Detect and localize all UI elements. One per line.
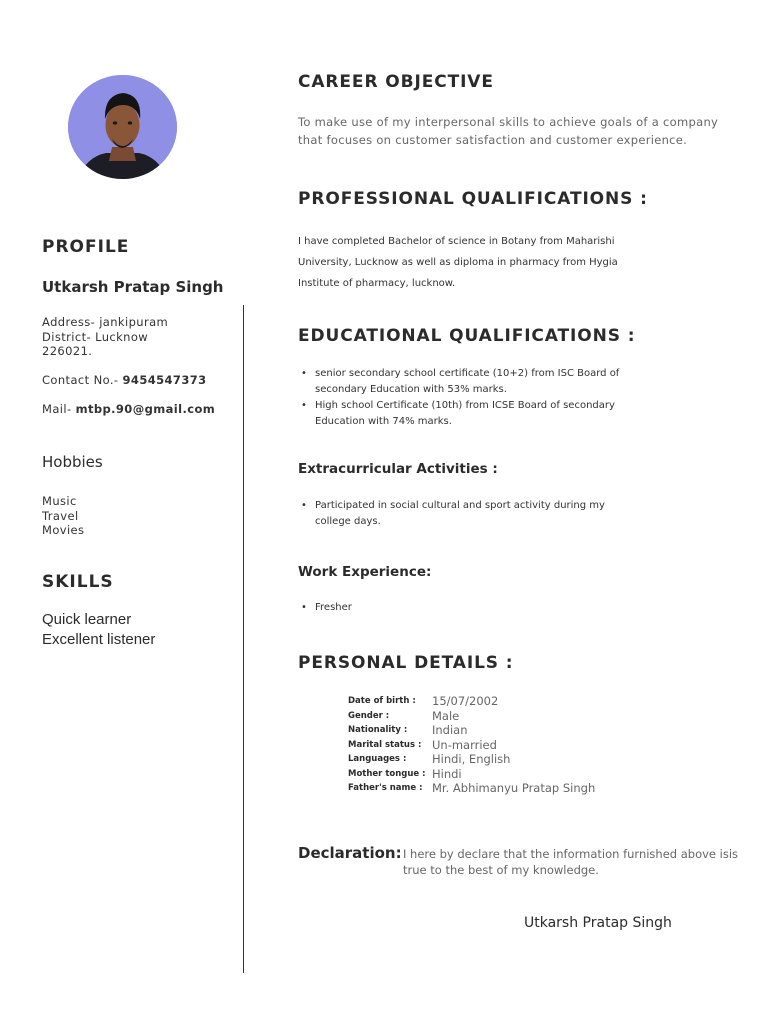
list-item: • Participated in social cultural and sport activity during my college days. [298,498,628,530]
mail-label: Mail- [42,402,72,416]
list-item: • senior secondary school certificate (10+2) from ISC Board of secondary Education with 53% marks. [298,366,628,398]
column-divider [243,305,244,973]
address-block [42,315,168,359]
detail-row [348,694,595,709]
contact-value: 9454547373 [122,373,207,387]
detail-row [348,709,595,724]
detail-label: Mother tongue : [348,768,426,779]
hobby-item: Travel [42,508,79,523]
profile-photo [68,75,177,179]
detail-value: Mr. Abhimanyu Pratap Singh [432,781,596,796]
contact-line [42,373,207,388]
declaration-label: Declaration: [298,844,402,862]
hobbies-heading: Hobbies [42,453,103,471]
hobby-item: Music [42,494,77,508]
address-line: District- Lucknow [42,329,149,344]
hobbies-list [42,494,84,538]
address-line: 226021. [42,344,93,358]
personal-details-table [348,694,595,796]
skills-list [42,610,155,650]
list-item: • Fresher [298,600,628,616]
detail-label: Gender : [348,710,390,721]
hobby-item: Movies [42,523,85,537]
personal-details-heading: PERSONAL DETAILS : [298,653,514,673]
work-experience-heading: Work Experience: [298,564,432,580]
detail-value: Male [432,708,460,723]
detail-value: Un-married [432,737,497,752]
detail-value: 15/07/2002 [432,694,499,709]
profile-name: Utkarsh Pratap Singh [42,278,224,296]
career-objective-text: To make use of my interpersonal skills to achieve goals of a company that focuses on customer satisfaction and customer experience. [298,115,719,147]
detail-row [348,723,595,738]
detail-label: Nationality : [348,725,408,736]
skill-item: Quick learner [42,611,132,628]
extracurricular-list [298,498,628,530]
list-item: • High school Certificate (10th) from ICSE Board of secondary Education with 74% marks. [298,398,628,430]
detail-label: Marital status : [348,739,422,750]
professional-qualifications-heading: PROFESSIONAL QUALIFICATIONS : [298,189,648,209]
detail-row [348,781,595,796]
mail-value: mtbp.90@gmail.com [75,402,216,416]
profile-heading: PROFILE [42,237,130,257]
career-objective-heading: CAREER OBJECTIVE [298,72,494,92]
declaration-text: I here by declare that the information furnished above isis true to the best of my knowledge. [403,847,739,877]
educational-qualifications-heading: EDUCATIONAL QUALIFICATIONS : [298,326,636,346]
detail-label: Date of birth : [348,696,416,707]
detail-row [348,752,595,767]
detail-label: Father's name : [348,783,423,794]
detail-value: Hindi [432,766,462,781]
contact-label: Contact No.- [42,373,119,387]
professional-qualifications-text: I have completed Bachelor of science in Botany from Maharishi University, Lucknow as well as diploma in pharmacy from Hygia Institute of pharmacy, lucknow. [298,236,618,289]
educational-list [298,366,628,430]
extracurricular-heading: Extracurricular Activities : [298,461,498,477]
mail-line [42,402,215,417]
skills-heading: SKILLS [42,572,114,592]
signature-name: Utkarsh Pratap Singh [524,915,672,931]
skill-item: Excellent listener [42,631,156,648]
detail-row [348,738,595,753]
detail-value: Hindi, English [432,752,511,767]
detail-label: Languages : [348,754,407,765]
detail-value: Indian [432,723,468,738]
detail-row [348,767,595,782]
address-line: Address- jankipuram [42,315,169,329]
work-experience-list [298,600,628,616]
